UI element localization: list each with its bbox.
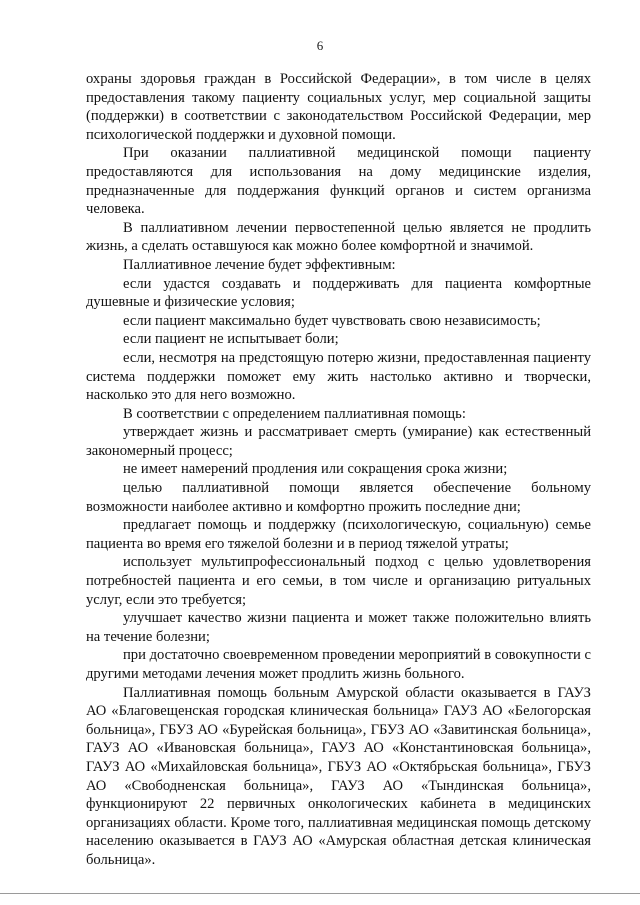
paragraph: При оказании паллиативной медицинской помощи пациенту предоставляются для использования на дому медицинские изделия, предназначенные для поддержания функций органов и систем организма человека. [86,145,591,218]
paragraph: В соответствии с определением паллиативная помощь: [123,405,466,422]
list-item: если пациент не испытывает боли; [123,331,339,348]
list-item: предлагает помощь и поддержку (психологическую, социальную) семье пациента во время его тяжелой болезни и в период тяжелой утраты; [86,517,591,552]
list-item: не имеет намерений продления или сокращения срока жизни; [123,461,508,478]
paragraph: охраны здоровья граждан в Российской Федерации», в том числе в целях предоставления такому пациенту социальных услуг, мер социальной защиты (поддержки) в соответствии с законодательством Российской Федерации, мер психологической поддержки и духовной помощи. [86,71,591,143]
list-item: если, несмотря на предстоящую потерю жизни, предоставленная пациенту система поддержки поможет ему жить настолько активно и творчески, насколько это для него возможно. [86,349,591,404]
list-item: улучшает качество жизни пациента и может также положительно влиять на течение болезни; [86,610,591,645]
list-item: при достаточно своевременном проведении мероприятий в совокупности с другими методами лечения может продлить жизнь больного. [86,647,591,682]
list-item: целью паллиативной помощи является обеспечение больному возможности наиболее активно и комфортно прожить последние дни; [86,480,591,515]
paragraph: В паллиативном лечении первостепенной целью является не продлить жизнь, а сделать оставшуюся как можно более комфортной и значимой. [86,219,591,255]
list-item: использует мультипрофессиональный подход с целью удовлетворения потребностей пациента и его семьи, в том числе и организацию ритуальных услуг, если это требуется; [86,554,591,608]
list-item: утверждает жизнь и рассматривает смерть (умирание) как естественный закономерный процесс; [86,424,591,459]
paragraph: Паллиативное лечение будет эффективным: [123,256,396,273]
scan-edge-line [0,893,640,894]
document-body [86,70,591,870]
page-number: 6 [316,38,324,53]
paragraph: Паллиативная помощь больным Амурской области оказывается в ГАУЗ АО «Благовещенская городская клиническая больница» ГАУЗ АО «Белогорская больница», ГБУЗ АО «Бурейская больница», ГБУЗ АО «Завитинская больница», ГАУЗ АО «Ивановская больница», ГАУЗ АО «Константиновская больница», ГАУЗ АО «Михайловская больница», ГБУЗ АО «Октябрьская больница», ГБУЗ АО «Свободненская больница», ГАУЗ АО «Тындинская больница», функционируют 22 первичных онкологических кабинета в медицинских организациях области. Кроме того, паллиативная медицинская помощь детскому населению оказывается в ГАУЗ АО «Амурская областная детская клиническая больница». [86,684,591,868]
list-item: если удастся создавать и поддерживать для пациента комфортные душевные и физические условия; [86,275,591,311]
list-item: если пациент максимально будет чувствовать свою независимость; [123,312,541,329]
